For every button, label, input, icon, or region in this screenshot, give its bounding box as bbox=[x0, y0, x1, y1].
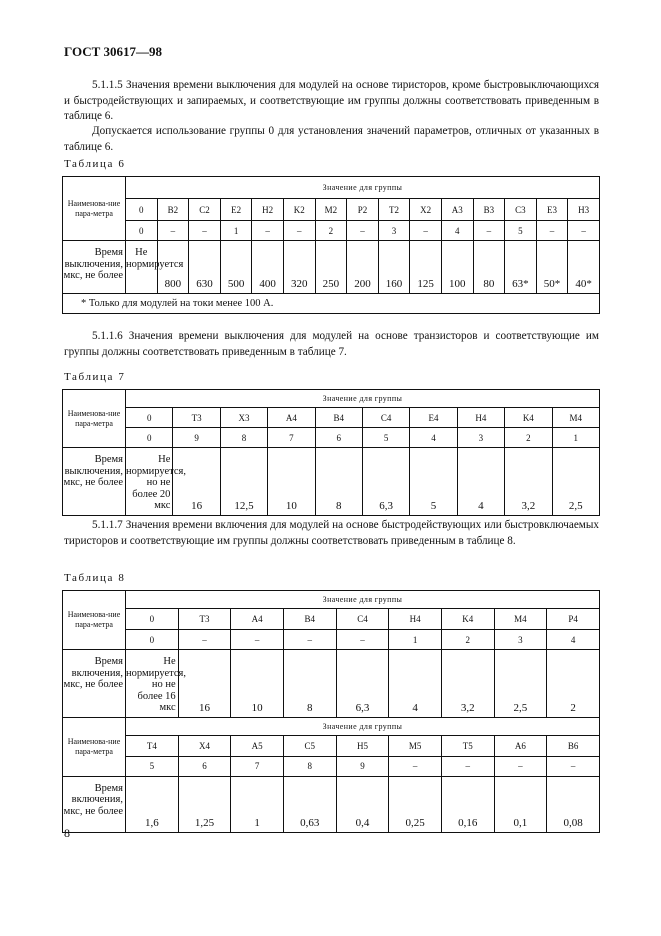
table6-code-9: – bbox=[410, 221, 442, 241]
table7-group-header: Значение для группы bbox=[126, 390, 600, 408]
table8-name-header-2: Наименова-ние пара-метра bbox=[63, 717, 126, 776]
table8-group-3: B4 bbox=[283, 609, 336, 630]
table7 bbox=[62, 389, 600, 516]
table6-value-11: 80 bbox=[473, 241, 505, 294]
table8-value-1: 16 bbox=[178, 650, 231, 718]
table6-code-1: – bbox=[157, 221, 189, 241]
table8-name-header: Наименова-ние пара-метра bbox=[63, 591, 126, 650]
table8-group-1: T3 bbox=[178, 609, 231, 630]
table7-code-1: 9 bbox=[173, 428, 220, 448]
table6-group-1: B2 bbox=[157, 199, 189, 221]
table6-group-5: K2 bbox=[283, 199, 315, 221]
table6-group-12: C3 bbox=[505, 199, 537, 221]
table6-name-header: Наименова-ние пара-метра bbox=[63, 177, 126, 241]
table6-code-3: 1 bbox=[220, 221, 252, 241]
table7-group-1: T3 bbox=[173, 408, 220, 428]
table7-code-5: 5 bbox=[362, 428, 409, 448]
table8-group-0: 0 bbox=[126, 609, 179, 630]
table6-code-0: 0 bbox=[126, 221, 158, 241]
table7-group-6: E4 bbox=[410, 408, 457, 428]
table8-group-5: H4 bbox=[389, 609, 442, 630]
table8-code2-5: – bbox=[389, 756, 442, 776]
table7-value-1: 16 bbox=[173, 448, 220, 516]
table6-value-8: 160 bbox=[378, 241, 410, 294]
table6-value-4: 400 bbox=[252, 241, 284, 294]
table8-group2-1: X4 bbox=[178, 735, 231, 756]
table6-group-7: P2 bbox=[347, 199, 379, 221]
table6-code-4: – bbox=[252, 221, 284, 241]
table8-value2-2: 1 bbox=[231, 776, 284, 832]
table8-value2-0: 1,6 bbox=[126, 776, 179, 832]
table7-group-5: C4 bbox=[362, 408, 409, 428]
table8-value-2: 10 bbox=[231, 650, 284, 718]
table7-group-9: M4 bbox=[552, 408, 599, 428]
table8-code2-6: – bbox=[441, 756, 494, 776]
table8-group2-2: A5 bbox=[231, 735, 284, 756]
table6-code-6: 2 bbox=[315, 221, 347, 241]
table6-group-14: H3 bbox=[568, 199, 600, 221]
table8-group2-0: T4 bbox=[126, 735, 179, 756]
table8-value-5: 4 bbox=[389, 650, 442, 718]
table6-code-12: 5 bbox=[505, 221, 537, 241]
table6-code-13: – bbox=[536, 221, 568, 241]
table8-code2-2: 7 bbox=[231, 756, 284, 776]
table8-group2-3: C5 bbox=[283, 735, 336, 756]
table7-code-3: 7 bbox=[268, 428, 315, 448]
table8-value-7: 2,5 bbox=[494, 650, 547, 718]
table8-code2-3: 8 bbox=[283, 756, 336, 776]
table8-value2-8: 0,08 bbox=[547, 776, 600, 832]
table8-code2-0: 5 bbox=[126, 756, 179, 776]
table8-group2-7: A6 bbox=[494, 735, 547, 756]
table8-code2-4: 9 bbox=[336, 756, 389, 776]
table7-value-3: 10 bbox=[268, 448, 315, 516]
table8-value2-4: 0,4 bbox=[336, 776, 389, 832]
table6-code-5: – bbox=[283, 221, 315, 241]
table8-group-4: C4 bbox=[336, 609, 389, 630]
table6-value-10: 100 bbox=[441, 241, 473, 294]
table8-value-8: 2 bbox=[547, 650, 600, 718]
table7-code-7: 3 bbox=[457, 428, 504, 448]
table8-group-8: P4 bbox=[547, 609, 600, 630]
table6-group-4: H2 bbox=[252, 199, 284, 221]
table6-value-1: 800 bbox=[157, 241, 189, 294]
table8-group-7: M4 bbox=[494, 609, 547, 630]
table8-value-3: 8 bbox=[283, 650, 336, 718]
table8-group-header-2: Значение для группы bbox=[126, 717, 600, 735]
table8-code-6: 2 bbox=[441, 630, 494, 650]
table6-group-8: T2 bbox=[378, 199, 410, 221]
table7-value-5: 6,3 bbox=[362, 448, 409, 516]
table8-code-2: – bbox=[231, 630, 284, 650]
table6-code-10: 4 bbox=[441, 221, 473, 241]
table6-value-14: 40* bbox=[568, 241, 600, 294]
table6-group-3: E2 bbox=[220, 199, 252, 221]
table6-param-label: Время выключения, мкс, не более bbox=[63, 241, 126, 294]
table7-group-0: 0 bbox=[126, 408, 173, 428]
table6 bbox=[62, 176, 600, 314]
table7-code-4: 6 bbox=[315, 428, 362, 448]
table8-value2-5: 0,25 bbox=[389, 776, 442, 832]
table8-group-2: A4 bbox=[231, 609, 284, 630]
page-number: 8 bbox=[64, 826, 70, 840]
table6-value-6: 250 bbox=[315, 241, 347, 294]
document-header: ГОСТ 30617—98 bbox=[64, 44, 163, 59]
table6-group-11: B3 bbox=[473, 199, 505, 221]
table8-group-6: K4 bbox=[441, 609, 494, 630]
table8-value-0: Не нормируется, но не более 16 мкс bbox=[126, 650, 179, 718]
table8-code2-7: – bbox=[494, 756, 547, 776]
table6-group-header: Значение для группы bbox=[126, 177, 600, 199]
table6-value-5: 320 bbox=[283, 241, 315, 294]
table6-caption: Таблица 6 bbox=[64, 158, 126, 170]
table8-value2-3: 0,63 bbox=[283, 776, 336, 832]
table6-code-2: – bbox=[189, 221, 221, 241]
table8-code-8: 4 bbox=[547, 630, 600, 650]
table7-code-6: 4 bbox=[410, 428, 457, 448]
table6-value-0: Не нормируется bbox=[126, 241, 158, 294]
table6-code-14: – bbox=[568, 221, 600, 241]
table6-value-7: 200 bbox=[347, 241, 379, 294]
table8-code-4: – bbox=[336, 630, 389, 650]
table7-value-7: 4 bbox=[457, 448, 504, 516]
table8-code-5: 1 bbox=[389, 630, 442, 650]
table7-name-header: Наименова-ние пара-метра bbox=[63, 390, 126, 448]
table8 bbox=[62, 590, 600, 833]
table8-value2-6: 0,16 bbox=[441, 776, 494, 832]
table6-value-3: 500 bbox=[220, 241, 252, 294]
table7-code-9: 1 bbox=[552, 428, 599, 448]
table6-value-13: 50* bbox=[536, 241, 568, 294]
table8-code-1: – bbox=[178, 630, 231, 650]
table7-value-0: Не нормируется, но не более 20 мкс bbox=[126, 448, 173, 516]
table8-code-7: 3 bbox=[494, 630, 547, 650]
table8-code2-1: 6 bbox=[178, 756, 231, 776]
table7-group-4: B4 bbox=[315, 408, 362, 428]
table6-group-13: E3 bbox=[536, 199, 568, 221]
table8-param-label: Время включения, мкс, не более bbox=[63, 650, 126, 718]
table7-value-2: 12,5 bbox=[220, 448, 267, 516]
table6-value-9: 125 bbox=[410, 241, 442, 294]
table8-group-header: Значение для группы bbox=[126, 591, 600, 609]
paragraph-5-1-1-7: 5.1.1.7 Значения времени включения для модулей на основе быстродействующих или быстровключаемых тиристоров и соответствующие им группы должны соответствовать приведенным в таблице 8. bbox=[64, 519, 599, 547]
table8-caption: Таблица 8 bbox=[64, 572, 126, 584]
table7-value-4: 8 bbox=[315, 448, 362, 516]
table6-code-8: 3 bbox=[378, 221, 410, 241]
table8-code-0: 0 bbox=[126, 630, 179, 650]
paragraph-5-1-1-5-note: Допускается использование группы 0 для установления значений параметров, отличных от указанных в таблице 6. bbox=[64, 125, 599, 153]
table7-value-8: 3,2 bbox=[505, 448, 552, 516]
paragraph-5-1-1-6: 5.1.1.6 Значения времени выключения для модулей на основе транзисторов и соответствующие им группы должны соответствовать приведенным в таблице 7. bbox=[64, 330, 599, 358]
table7-group-2: X3 bbox=[220, 408, 267, 428]
table6-group-0: 0 bbox=[126, 199, 158, 221]
table6-value-12: 63* bbox=[505, 241, 537, 294]
table6-group-10: A3 bbox=[441, 199, 473, 221]
table7-param-label: Время выключения, мкс, не более bbox=[63, 448, 126, 516]
table7-group-3: A4 bbox=[268, 408, 315, 428]
table6-code-7: – bbox=[347, 221, 379, 241]
table7-value-9: 2,5 bbox=[552, 448, 599, 516]
table7-group-7: H4 bbox=[457, 408, 504, 428]
table6-code-11: – bbox=[473, 221, 505, 241]
table8-value-6: 3,2 bbox=[441, 650, 494, 718]
table7-caption: Таблица 7 bbox=[64, 371, 126, 383]
table7-code-2: 8 bbox=[220, 428, 267, 448]
table8-code-3: – bbox=[283, 630, 336, 650]
table7-code-0: 0 bbox=[126, 428, 173, 448]
table8-code2-8: – bbox=[547, 756, 600, 776]
table7-group-8: K4 bbox=[505, 408, 552, 428]
paragraph-5-1-1-5: 5.1.1.5 Значения времени выключения для модулей на основе тиристоров, кроме быстровыключающихся и быстродействующих и запираемых, и соответствующие им группы должны соответствовать приведенным в таблице 6. bbox=[64, 79, 599, 122]
table8-group2-5: M5 bbox=[389, 735, 442, 756]
table6-group-9: X2 bbox=[410, 199, 442, 221]
table8-param-label-2: Время включения, мкс, не более bbox=[63, 776, 126, 832]
table8-group2-8: B6 bbox=[547, 735, 600, 756]
table8-value2-7: 0,1 bbox=[494, 776, 547, 832]
table8-value-4: 6,3 bbox=[336, 650, 389, 718]
table7-code-8: 2 bbox=[505, 428, 552, 448]
table6-group-6: M2 bbox=[315, 199, 347, 221]
table8-group2-4: H5 bbox=[336, 735, 389, 756]
table6-value-2: 630 bbox=[189, 241, 221, 294]
table7-value-6: 5 bbox=[410, 448, 457, 516]
table8-value2-1: 1,25 bbox=[178, 776, 231, 832]
table8-group2-6: T5 bbox=[441, 735, 494, 756]
table6-group-2: C2 bbox=[189, 199, 221, 221]
table6-note: * Только для модулей на токи менее 100 А. bbox=[63, 294, 600, 314]
